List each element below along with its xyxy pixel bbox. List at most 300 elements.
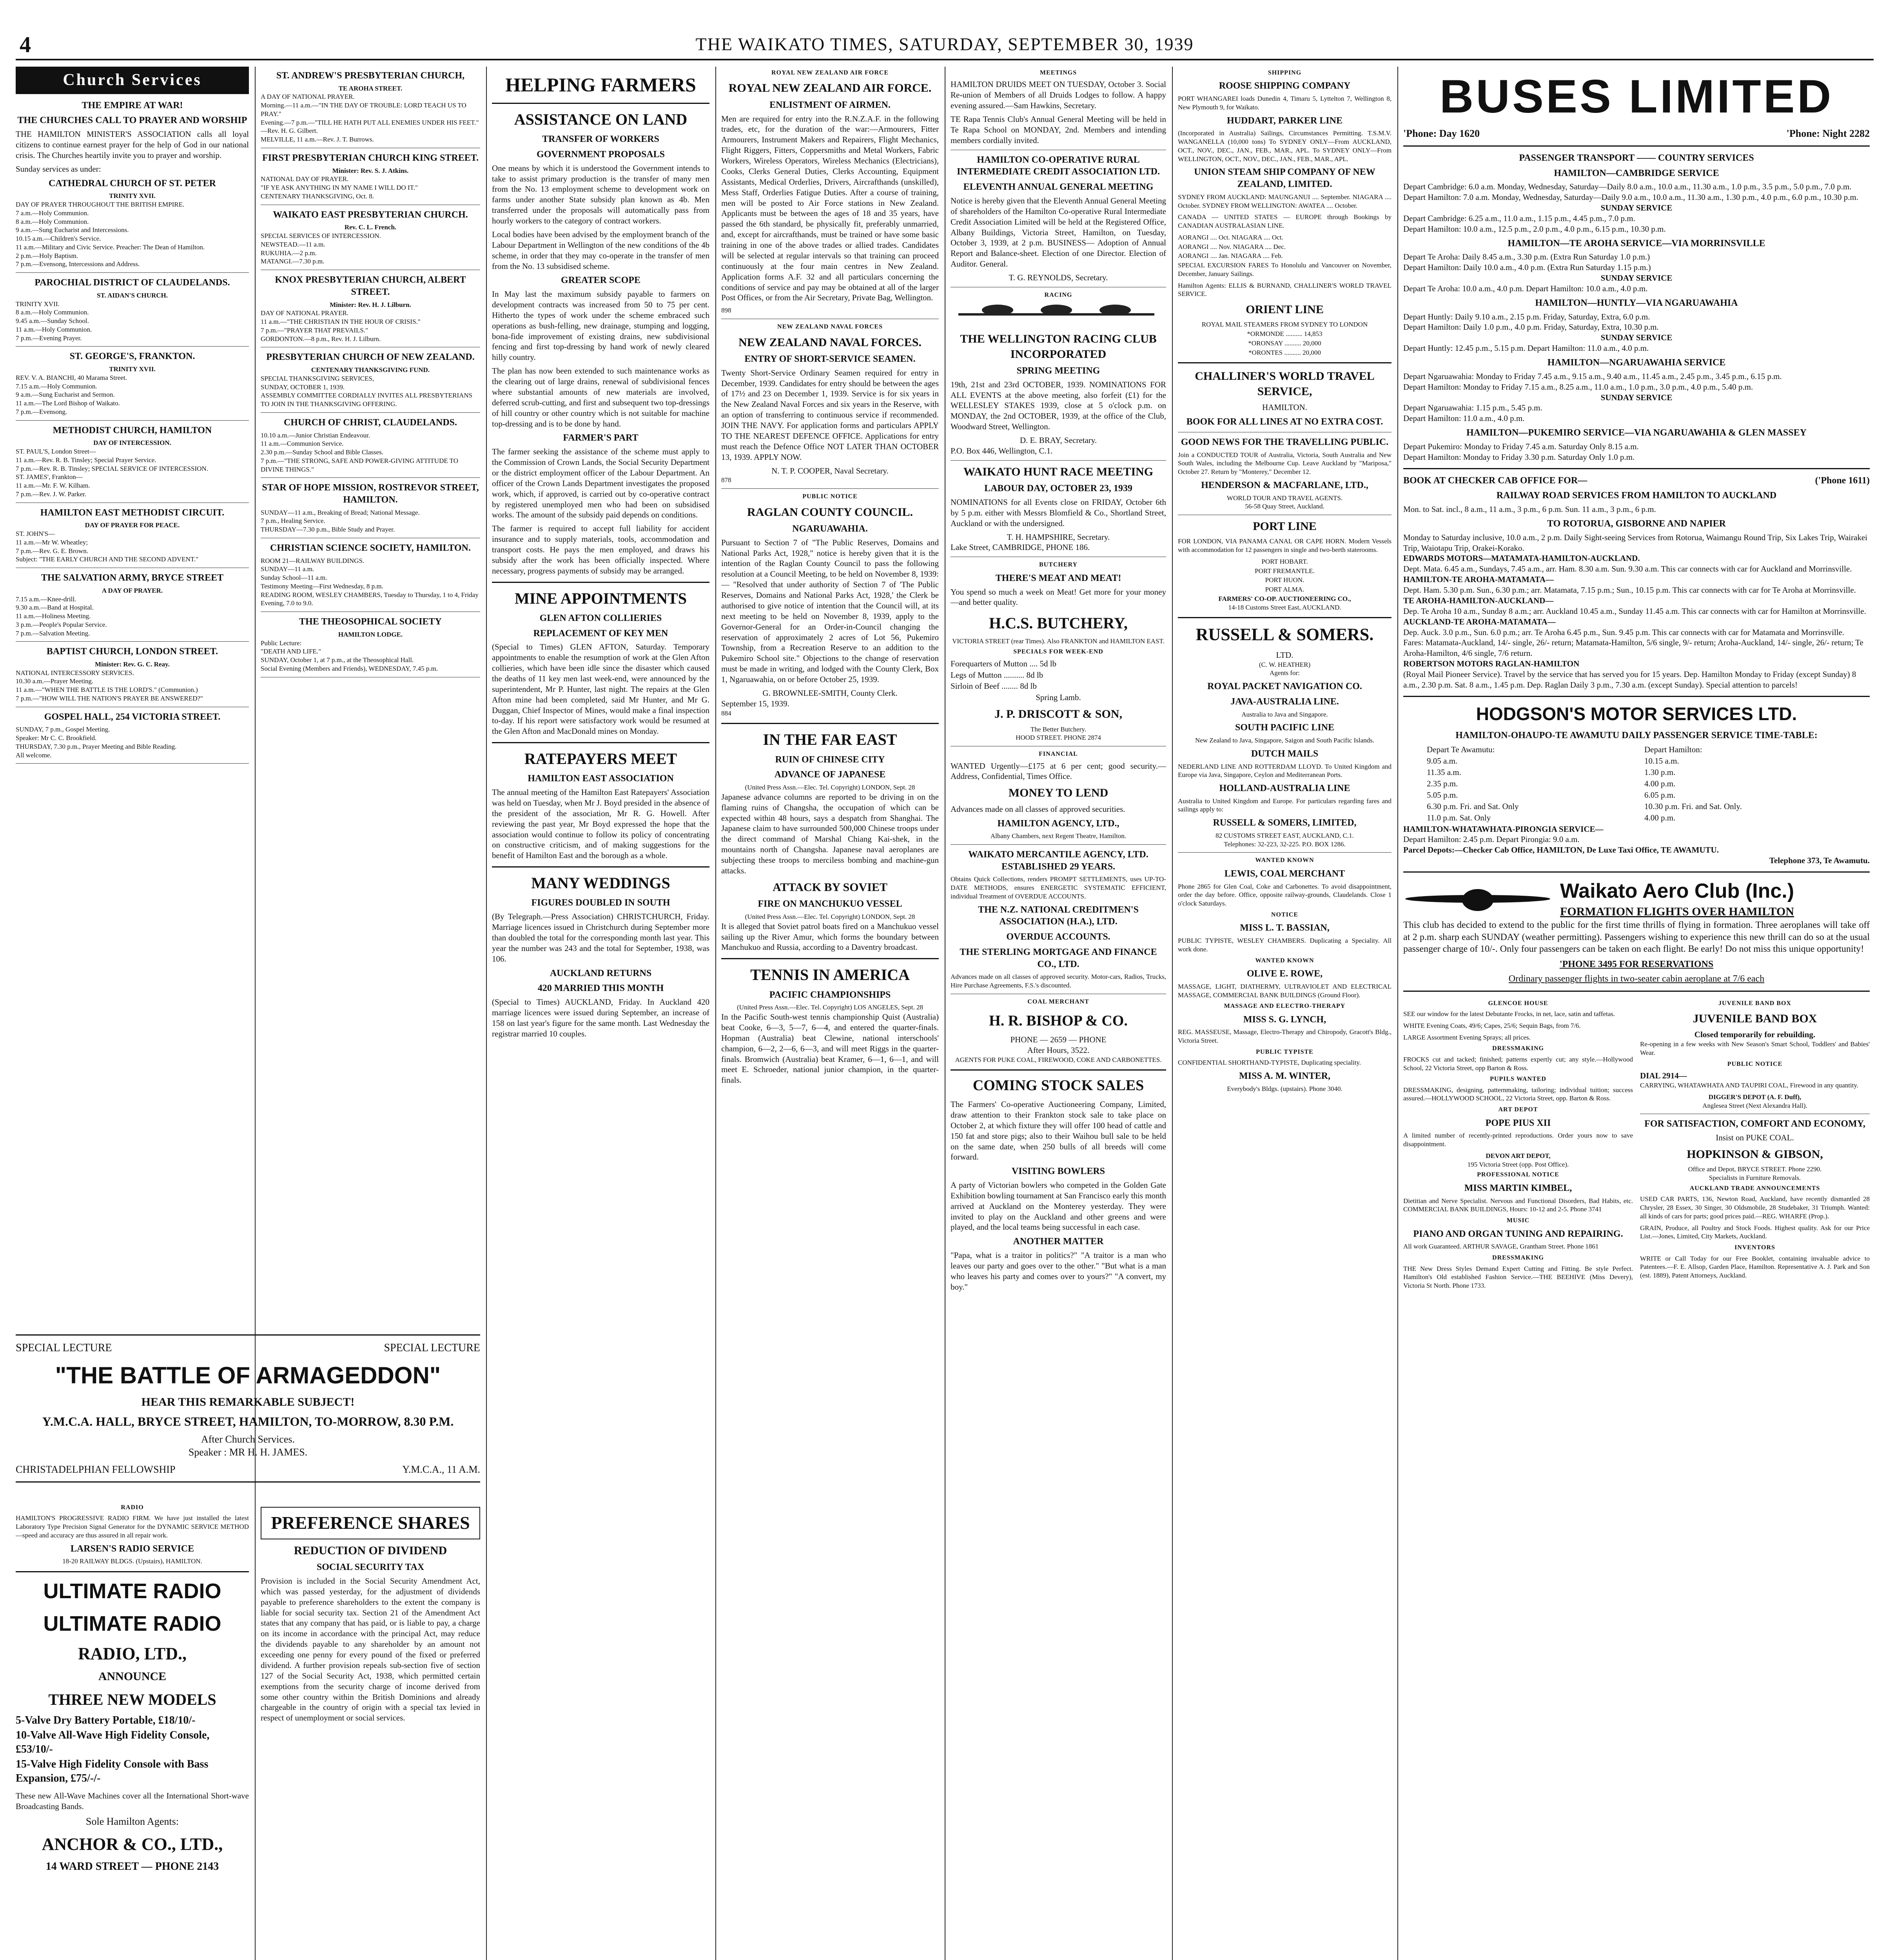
russell-addr: 82 CUSTOMS STREET EAST, AUCKLAND, C.1. [1216, 831, 1354, 839]
inventors-section: INVENTORS [1734, 1244, 1775, 1251]
orient-ship-item: *ORONTES .......... 20,000 [1248, 348, 1321, 356]
timetable-item: 10.15 a.m. [1644, 756, 1679, 766]
kimbel-body: Dietitian and Nerve Specialist. Nervous and Functional Disorders, Bad Habits, etc. COMMERCIAL BANK BUILDINGS, Hours: 10-12 and 2-5. Phone 3741 [1403, 1197, 1633, 1213]
church-listing [261, 616, 480, 677]
far-east-sub2: ADVANCE OF JAPANESE [774, 769, 886, 780]
divider [261, 412, 480, 413]
special-lecture-right: SPECIAL LECTURE [384, 1342, 480, 1354]
glencoe-section: GLENCOE HOUSE [1488, 1000, 1548, 1007]
good-news: GOOD NEWS FOR THE TRAVELLING PUBLIC. [1181, 437, 1389, 447]
service-line: 7.15 a.m.—Holy Communion. [16, 382, 97, 390]
coop-title: HAMILTON CO-OPERATIVE RURAL INTERMEDIATE CREDIT ASSOCIATION LTD. [957, 154, 1160, 177]
auckland-body: (Special to Times) AUCKLAND, Friday. In Auckland 420 marriage licences were issued during September, an increase of 158 on last year's figure for the same month. Last Wednesday the registrar married 10 couples. [492, 997, 709, 1038]
service-line: 7.15 a.m.—Knee-drill. [16, 595, 76, 603]
java-body: Australia to Java and Singapore. [1241, 710, 1328, 718]
orient-ships [1178, 330, 1392, 357]
anchor-name: ANCHOR & CO., LTD., [42, 1835, 223, 1854]
article-paragraph: Local bodies have been advised by the employment branch of the Labour Department in Wellington of the new conditions of the 4b scheme, in order that they may co-operate in the transfer of men from the No. 13 subsidised scheme. [492, 229, 709, 271]
dressmaking-section-2: DRESSMAKING [1492, 1254, 1544, 1261]
aero-club-sub: FORMATION FLIGHTS OVER HAMILTON [1560, 905, 1794, 918]
article-paragraph: In May last the maximum subsidy payable to farmers on development contracts was increased from 50 to 75 per cent. Hitherto the types of work under the scheme embraced such operations as bush-felling, new drainage, stumping and logging, bona-fide improvement of existing drains, new subdivisional fencing and first top-dressing by hand work of newly cleared hilly country. [492, 289, 709, 362]
roose-title: ROOSE SHIPPING COMPANY [1219, 81, 1351, 91]
aero-phone: 'PHONE 3495 FOR RESERVATIONS [1559, 959, 1714, 970]
service-line: "DEATH AND LIFE." [261, 648, 321, 655]
bishop-agents: AGENTS FOR PUKE COAL, FIREWOOD, COKE AND CARBONETTES. [955, 1056, 1162, 1063]
church-sub: TRINITY XVII. [109, 192, 156, 200]
specials-list [951, 659, 1166, 692]
book-phone: ('Phone 1611) [1815, 475, 1870, 486]
page-header [16, 31, 1874, 60]
soviet-sub: FIRE ON MANCHUKUO VESSEL [758, 899, 902, 909]
wanted-fin: WANTED Urgently—£175 at 6 per cent; good security.—Address, Confidential, Times Office. [951, 761, 1166, 781]
church-sub: TRINITY XVII. [109, 365, 156, 373]
route-line: Depart Hamilton: Monday to Friday 7.15 a.m., 8.25 a.m., 11.0 a.m., 1.0 p.m., 3.0 p.m., 4.0 p.m., 5.40 p.m. [1403, 382, 1753, 392]
route-line: Depart Hamilton: 11.0 a.m., 4.0 p.m. [1403, 414, 1525, 423]
church-name: BAPTIST CHURCH, LONDON STREET. [46, 646, 218, 657]
timetable-item: 9.05 a.m. [1427, 756, 1458, 766]
good-news-body: Join a CONDUCTED TOUR of Australia, Victoria, South Australia and New South Wales, including the Melbourne Cup. Leave Auckland by "Mariposa," October 27. Return by "Monterey," December 12. [1178, 451, 1392, 476]
another-matter: ANOTHER MATTER [1013, 1236, 1104, 1247]
dial-body: CARRYING, WHATAWHATA AND TAUPIRI COAL, Firewood in any quantity. [1640, 1082, 1859, 1089]
church-name: ST. GEORGE'S, FRANKTON. [69, 351, 195, 362]
winter-title: MISS A. M. WINTER, [1239, 1071, 1330, 1082]
kimbel-title: MISS MARTIN KIMBEL, [1464, 1183, 1572, 1193]
masthead: THE WAIKATO TIMES, SATURDAY, SEPTEMBER 30, 1939 [695, 34, 1194, 54]
service-line: 8 a.m.—Holy Communion. [16, 218, 89, 225]
money-body: Advances made on all classes of approved securities. [951, 804, 1125, 814]
route-name: HAMILTON—PUKEMIRO SERVICE—VIA NGARUAWAHIA & GLEN MASSEY [1466, 428, 1807, 438]
call-heading: THE CHURCHES CALL TO PRAYER AND WORSHIP [17, 115, 247, 126]
hopkinson-spec: Specialists in Furniture Removals. [1709, 1174, 1801, 1182]
coop-signature: T. G. REYNOLDS, Secretary. [1009, 273, 1108, 282]
diggers-addr: Anglesea Street (Next Alexandra Hall). [1702, 1102, 1807, 1109]
ultimate-1: ULTIMATE RADIO [43, 1579, 221, 1603]
route-line: Depart Hamilton: 10.0 a.m., 12.5 p.m., 2.0 p.m., 4.0 p.m., 6.15 p.m., 10.30 p.m. [1403, 224, 1666, 234]
service-line: 11 a.m.—"WHEN THE BATTLE IS THE LORD'S." (Communion.) [16, 686, 198, 694]
service-line: MATANGI.—7.30 p.m. [261, 258, 325, 265]
church-name: ST. ANDREW'S PRESBYTERIAN CHURCH, [276, 71, 465, 81]
phone-day: 'Phone: Day 1620 [1403, 127, 1480, 139]
reopening: Re-opening in a few weeks with New Season's Smart School, Toddlers' and Babies' Wear. [1640, 1040, 1870, 1057]
rpn-title: ROYAL PACKET NAVIGATION CO. [1207, 681, 1362, 692]
tennis-title: TENNIS IN AMERICA [750, 966, 910, 984]
church-listing [16, 711, 249, 764]
wrc-signature: D. E. BRAY, Secretary. [1020, 436, 1097, 445]
piano-title: PIANO AND ORGAN TUNING AND REPAIRING. [1413, 1229, 1623, 1239]
buses-limited-title: BUSES LIMITED [1439, 70, 1834, 123]
butchery-section: BUTCHERY [1039, 561, 1078, 568]
service-line: 7 p.m.—Rev. R. B. Tinsley; SPECIAL SERVICE OF INTERCESSION. [16, 465, 208, 472]
raglan-number: 884 [721, 709, 731, 717]
hodgson-te-awamutu [1427, 744, 1629, 824]
article-paragraph: The farmer is required to accept full liability for accident insurance and to supply materials, tools, accommodation and transport costs. He pays the men employed, and draws his subsidy after the work has been officially inspected. Where necessary, progress payments of subsidy may be arranged. [492, 524, 709, 575]
shipping-section: SHIPPING [1268, 69, 1302, 76]
robertson-title: ROBERTSON MOTORS RAGLAN-HAMILTON [1403, 659, 1580, 669]
radio-block [16, 1501, 249, 1960]
church-sub: Minister: Rev. S. J. Atkins. [332, 167, 409, 174]
anchor-addr: 14 WARD STREET — PHONE 2143 [45, 1860, 219, 1873]
spring-lamb: Spring Lamb. [1036, 693, 1081, 702]
nzn-sub: OVERDUE ACCOUNTS. [1006, 932, 1110, 942]
church-sub: A DAY OF PRAYER. [102, 586, 163, 594]
hcs-addr: VICTORIA STREET (rear Times). Also FRANKTON and HAMILTON EAST. [952, 637, 1165, 645]
church-name: STAR OF HOPE MISSION, ROSTREVOR STREET, HAMILTON. [262, 483, 479, 505]
classifieds-right [1640, 997, 1870, 1293]
page-number: 4 [20, 32, 31, 57]
meat-heading: THERE'S MEAT AND MEAT! [995, 573, 1121, 583]
farmers-body-3 [492, 446, 709, 576]
satisfaction: FOR SATISFACTION, COMFORT AND ECONOMY, [1644, 1119, 1865, 1129]
service-line: SUNDAY, October 1, at 7 p.m., at the Theosophical Hall. [261, 656, 414, 664]
service-line: 7 p.m.—"PRAYER THAT PREVAILS." [261, 326, 368, 334]
piano-body: All work Guaranteed. ARTHUR SAVAGE, Grantham Street. Phone 1861 [1403, 1243, 1599, 1250]
assistance-sub: ASSISTANCE ON LAND [514, 111, 688, 128]
service-line: Speaker: Mr C. C. Brookfield. [16, 734, 97, 742]
phone-night: 'Phone: Night 2282 [1786, 127, 1870, 139]
service-line: REV. V. A. BIANCHI, 40 Marama Street. [16, 374, 127, 381]
church-listing [261, 351, 480, 412]
service-line: 11 a.m.—Rev. R. B. Tinsley; Special Prayer Service. [16, 456, 156, 464]
service-line: THURSDAY—7.30 p.m., Bible Study and Prayer. [261, 526, 395, 534]
raf-title: ROYAL NEW ZEALAND AIR FORCE. [728, 82, 932, 95]
service-line: 7 p.m.—Evensong, Intercessions and Address. [16, 260, 140, 268]
public-typiste-body: CONFIDENTIAL SHORTHAND-TYPISTE, Duplicating speciality. [1178, 1059, 1361, 1067]
church-sub: TE AROHA STREET. [338, 84, 403, 92]
dutch-title: DUTCH MAILS [1251, 748, 1319, 759]
devon-name: DEVON ART DEPOT, [1486, 1152, 1551, 1160]
timetable-item: 6.30 p.m. Fri. and Sat. Only [1427, 801, 1519, 811]
church-listing [16, 646, 249, 707]
service-line: DAY OF PRAYER THROUGHOUT THE BRITISH EMPIRE. [16, 201, 185, 209]
winter-addr: Everybody's Bldgs. (upstairs). Phone 3040. [1227, 1085, 1343, 1093]
service-line: NATIONAL DAY OF PRAYER. [261, 175, 349, 183]
raglan-date: September 15, 1939. [721, 699, 789, 708]
ultimate-2: ULTIMATE RADIO [43, 1612, 221, 1636]
hopkinson-gibson: HOPKINSON & GIBSON, [1687, 1148, 1823, 1161]
glencoe-body: SEE our window for the latest Debutante Frocks, in net, lace, satin and taffetas. [1403, 1010, 1615, 1018]
russell-agents: Agents for: [1270, 669, 1300, 677]
service-line: Testimony Meeting—First Wednesday, 8 p.m. [261, 582, 383, 590]
bassian-title: MISS L. T. BASSIAN, [1240, 923, 1330, 933]
waikato-hunt-sig: T. H. HAMPSHIRE, Secretary. [1007, 532, 1110, 542]
timetable-item: 11.0 p.m. Sat. Only [1427, 813, 1491, 822]
service-line: SPECIAL THANKSGIVING SERVICES, [261, 374, 374, 382]
wrc-title: THE WELLINGTON RACING CLUB INCORPORATED [960, 332, 1157, 361]
after-line: After Church Services. [201, 1433, 295, 1445]
church-listing [261, 209, 480, 270]
fares-line: Fares: Matamata-Auckland, 14/- single, 26/- return; Matamata-Hamilton, 5/6 single, 9/- return; Aroha-Auckland, 14/- single, 26/- return; Te Aroha-Hamilton, 4/6 single, 7/6 return. [1403, 638, 1863, 658]
frocks-ad: FROCKS cut and tacked; finished; patterns expertly cut; any style.—Hollywood School, 22 Victoria Street, opp Barton & Ross. [1403, 1055, 1633, 1072]
union-body: SYDNEY FROM AUCKLAND: MAUNGANUI .... September. NIAGARA .... October. SYDNEY FROM WELLINGTON: AWATEA .... October. [1178, 193, 1392, 209]
route-line: Depart Ngaruawahia: 1.15 p.m., 5.45 p.m. [1403, 403, 1542, 413]
route-name: HAMILTON—CAMBRIDGE SERVICE [1554, 168, 1719, 178]
wrc-box: P.O. Box 446, Wellington, C.1. [951, 446, 1053, 456]
rowe-body: MASSAGE, LIGHT, DIATHERMY, ULTRAVIOLET AND ELECTRICAL MASSAGE, COMMERCIAL BANK BUILDINGS (Ground Floor). [1178, 982, 1392, 999]
telephone-line: Telephone 373, Te Awamutu. [1769, 856, 1870, 866]
timetable-item: 4.00 p.m. [1644, 779, 1676, 789]
service-line: 9.45 a.m.—Sunday School. [16, 317, 89, 325]
church-name: GOSPEL HALL, 254 VICTORIA STREET. [44, 711, 221, 722]
wanted-known-section-2: WANTED KNOWN [1255, 957, 1314, 964]
hcs-name: H.C.S. BUTCHERY, [989, 614, 1128, 632]
service-line: 2.30 p.m.—Sunday School and Bible Classes. [261, 448, 384, 456]
far-east-title: IN THE FAR EAST [763, 731, 897, 749]
inventors-body: WRITE or Call Today for our Free Booklet, containing invaluable advice to Patentees.—F. E. Allsop, Garden Place, Hamilton. Representative A. J. Park and Son (est. 1889), Patent Attorneys, Auckland. [1640, 1254, 1870, 1279]
hta-body: Dept. Ham. 5.30 p.m. Sun., 6.30 p.m.; arr. Matamata, 7.15 p.m.; Sun., 10.15 p.m. This car connects with car for Te Aroha at Morrinsville. [1403, 585, 1856, 595]
far-east-sub: RUIN OF CHINESE CITY [775, 754, 885, 765]
holland-title: HOLLAND-AUSTRALIA LINE [1219, 783, 1350, 793]
special-lecture-left: SPECIAL LECTURE [16, 1342, 112, 1354]
service-line: SUNDAY, 7 p.m., Gospel Meeting. [16, 726, 110, 733]
service-line: ST. JOHN'S— [16, 530, 55, 538]
service-line: 11 a.m.—Mr W. Wheatley; [16, 538, 88, 546]
raglan-signature: G. BROWNLEE-SMITH, County Clerk. [762, 688, 898, 698]
russell-tel: Telephones: 32-223, 32-225. P.O. BOX 1286. [1224, 840, 1346, 848]
raglan-title: RAGLAN COUNTY COUNCIL. [747, 505, 913, 519]
orient-title: ORIENT LINE [1246, 303, 1324, 316]
farmers-coop-addr: 14-18 Customs Street East, AUCKLAND. [1228, 603, 1341, 611]
orient-ship-item: *ORMONDE .......... 14,853 [1247, 330, 1323, 338]
meat-body: You spend so much a week on Meat! Get more for your money—and better quality. [951, 587, 1166, 607]
waikato-hunt-sub: LABOUR DAY, OCTOBER 23, 1939 [984, 483, 1132, 494]
service-line: Sunday School—11 a.m. [261, 574, 327, 582]
preference-title: PREFERENCE SHARES [261, 1507, 480, 1539]
ratepayers-sub: HAMILTON EAST ASSOCIATION [528, 773, 674, 784]
far-east-line: (United Press Assn.—Elec. Tel. Copyright) LONDON, Sept. 28 [745, 784, 915, 791]
church-list [16, 178, 249, 764]
stock-sales-body: The Farmers' Co-operative Auctioneering Company, Limited, draw attention to their Frankton stock sale to take place on October 2, at which fixture they will offer 100 head of cattle and 150 fat and store pigs; also to their Waihou bull sale to be held on the same date, when 250 bulls of all breeds will come forward. [951, 1100, 1166, 1162]
wrc-body: 19th, 21st and 23rd OCTOBER, 1939. NOMINATIONS FOR ALL EVENTS at the above meeting, also forfeit (£1) for the WELLESLEY STAKES 1939, close at 5 o'clock p.m. on MONDAY, the 2nd OCTOBER, 1939, at the office of the Club, Woodward Street, Wellington. [951, 379, 1166, 432]
service-line: 10.10 a.m.—Junior Christian Endeavour. [261, 431, 370, 439]
church-services-banner: Church Services [16, 67, 249, 94]
henderson-sub: WORLD TOUR AND TRAVEL AGENTS. [1226, 494, 1343, 502]
taha-title: TE AROHA-HAMILTON-AUCKLAND— [1403, 595, 1554, 605]
financial-section: FINANCIAL [1039, 751, 1078, 758]
church-listing [16, 572, 249, 642]
auckland-returns: AUCKLAND RETURNS [550, 968, 652, 978]
service-line: All welcome. [16, 751, 52, 759]
driscott-sub: The Better Butchery. [1030, 725, 1086, 733]
service-line: 7 a.m.—Holy Communion. [16, 209, 89, 217]
church-sub: HAMILTON LODGE. [338, 630, 403, 638]
juvenile-band-box: JUVENILE BAND BOX [1693, 1012, 1817, 1025]
service-line: READING ROOM, WESLEY CHAMBERS, Tuesday to Thursday, 1 to 4, Friday Evening, 7.0 to 9.0. [261, 591, 479, 607]
church-name: CHURCH OF CHRIST, CLAUDELANDS. [283, 417, 457, 428]
aeroplane-icon [1403, 881, 1552, 916]
devon-addr: 195 Victoria Street (opp. Post Office). [1467, 1160, 1569, 1168]
waikato-mercantile: WAIKATO MERCANTILE AGENCY, LTD. ESTABLISHED 29 YEARS. [968, 849, 1148, 872]
service-line: Subject: "THE EARLY CHURCH AND THE SECOND ADVENT." [16, 555, 199, 563]
church-list-2 [261, 70, 480, 677]
column-rule [715, 67, 716, 1960]
radio-body: HAMILTON'S PROGRESSIVE RADIO FIRM. We have just installed the latest Laboratory Type Precision Signal Generator for the DYNAMIC SERVICE METHOD —speed and accuracy are thus assured in all repair work. [16, 1514, 249, 1539]
service-line: 7 p.m.—"HOW WILL THE NATION'S PRAYER BE ANSWERED?" [16, 694, 203, 702]
article-paragraph: One means by which it is understood the Government intends to take to assist primary production is the transfer of many men from the No. 13 employment scheme to development work on farms under another State subsidy plan known as 4b. Men transferred under the proposals will automatically pass from hourly workers to the category of contract workers. [492, 163, 709, 225]
edwards-title: EDWARDS MOTORS—MATAMATA-HAMILTON-AUCKLAND. [1403, 554, 1640, 563]
service-line: Morning.—11 a.m.—"IN THE DAY OF TROUBLE: LORD TEACH US TO PRAY." [261, 102, 466, 118]
dial-line: DIAL 2914— [1640, 1071, 1687, 1081]
meetings-section: MEETINGS [1040, 69, 1077, 76]
insist-puke: Insist on PUKE COAL. [1716, 1133, 1794, 1143]
timetable-item: 5.05 p.m. [1427, 790, 1458, 800]
russell-somers: RUSSELL & SOMERS. [1196, 625, 1374, 644]
bishop-phone: PHONE — 2659 — PHONE [1010, 1034, 1107, 1044]
art-depot-section: ART DEPOT [1498, 1106, 1538, 1113]
grain-produce: GRAIN, Produce, all Poultry and Stock Foods. Highest quality. Ask for our Price List.—Jones, Limited, City Markets, Auckland. [1640, 1224, 1870, 1240]
bishop-name: H. R. BISHOP & CO. [989, 1013, 1128, 1029]
route-line: Depart Huntly: 12.45 p.m., 5.15 p.m. Depart Hamilton: 11.0 a.m., 4.0 p.m. [1403, 343, 1649, 353]
raf-body: Men are required for entry into the R.N.Z.A.F. in the following trades, etc, for the duration of the war:—Armourers, Fitter Armourers, Instrument Makers and Repairers, Flight Mechanics, Flight Riggers, Fitters, Coppersmiths and Metal Workers, Fabric Workers, Wireless Operators, Wireless Mechanics (Electricians), Cooks, Clerks General Duties, Clerks Accounting, Equipment Assistants, Medical Orderlies, Drivers, Aircrafthands (unskilled), Mess Staff, Orderlies Fatigue Duties. After a course of training, men will be posted to Air Force stations in New Zealand. Applicants must be between the ages of 18 and 35 years, have passed the 6th standard, be physically fit, preferably unmarried, and, except for aircrafthands, must be trained or have some basic training in one of the above trades or allied trades. Candidates will be selected at regular intervals so that training can proceed continuously at the four main centres in New Zealand. Application forms A.F. 32 and all particulars concerning the conditions of service and pay may be obtained at all of the larger Post Offices, or from the Air Secretary, Private Bag, Wellington. [721, 114, 939, 303]
govt-sub: GOVERNMENT PROPOSALS [537, 149, 665, 160]
hopkinson-addr: Office and Depot, BRYCE STREET. Phone 2290. [1688, 1165, 1822, 1173]
column-rule [255, 67, 256, 1960]
rowe-title: OLIVE E. ROWE, [1246, 969, 1323, 979]
aero-club-body: This club has decided to extend to the public for the first time thrills of flying in formation. Three aeroplanes will take off at 2 p.m. sharp each SUNDAY (weather permitting). Passengers wishing to experience this new thrill can do so at the usual passenger charge of 10/-. Only four passengers can be taken on each flight. Be early! Do not miss this unique opportunity! [1403, 920, 1870, 955]
pref-sub2: SOCIAL SECURITY TAX [316, 1562, 425, 1573]
model-list [16, 1713, 249, 1785]
column-helping-farmers [492, 67, 709, 1960]
service-line: 11 a.m.—Military and Civic Service. Preacher: The Dean of Hamilton. [16, 243, 205, 251]
coop-body: Notice is hereby given that the Eleventh Annual General Meeting of shareholders of the Hamilton Co-operative Rural Intermediate Credit Association Limited will be held at the Registered Office, Albany Buildings, Victoria Street, Hamilton, on Tuesday, October 3, 1939, at 2 p.m. BUSINESS— Adoption of Annual Report and Balance-sheet. Election of one Director. Election of Auditor. General. [951, 196, 1166, 269]
rail-title: RAILWAY ROAD SERVICES FROM HAMILTON TO AUCKLAND [1496, 490, 1777, 501]
route-line: Depart Pukemiro: Monday to Friday 7.45 a.m. Saturday Only 8.15 a.m. [1403, 441, 1639, 451]
mine-sub2: REPLACEMENT OF KEY MEN [533, 628, 668, 639]
timetable-item: 11.35 a.m. [1427, 768, 1461, 777]
service-line: 7 p.m.—Salvation Meeting. [16, 629, 90, 637]
white-coats: WHITE Evening Coats, 49/6; Capes, 25/6; Sequin Bags, from 7/6. [1403, 1022, 1581, 1029]
pope-title: POPE PIUS XII [1485, 1118, 1551, 1128]
soviet-title: ATTACK BY SOVIET [773, 880, 887, 894]
another-matter-body: "Papa, what is a traitor in politics?" "A traitor is a man who leaves our party and goes over to the other." "But what is a man who leaves his party and comes over to yours?" "A convert, my boy." [951, 1250, 1166, 1292]
service-line: 7 p.m.—Evensong. [16, 408, 67, 416]
route-sunday: SUNDAY SERVICE [1600, 392, 1673, 402]
diggers-depot: DIGGER'S DEPOT (A. F. Duff), [1708, 1093, 1802, 1101]
dutch-body: NEDERLAND LINE AND ROTTERDAM LLOYD. To United Kingdom and Europe via Java, Singapore, Ceylon and Mediterranean Ports. [1178, 762, 1392, 779]
union-title: UNION STEAM SHIP COMPANY OF NEW ZEALAND, LIMITED. [1194, 167, 1375, 190]
service-line: 9 a.m.—Sung Eucharist and Sermon. [16, 391, 115, 399]
route-line: Depart Hamilton: 7.0 a.m. Monday, Wednesday, Saturday—Daily 9.0 a.m., 10.0 a.m., 11.30 a.m., 1.30 p.m., 4.0 p.m., 6.0 p.m., 10.30 p.m. [1403, 192, 1858, 202]
service-line: A DAY OF NATIONAL PRAYER. [261, 93, 355, 101]
challiner-sub: HAMILTON. [1262, 403, 1307, 412]
church-name: WAIKATO EAST PRESBYTERIAN CHURCH. [273, 209, 468, 220]
service-line: 3 p.m.—People's Popular Service. [16, 621, 107, 628]
orient-sub: ROYAL MAIL STEAMERS FROM SYDNEY TO LONDON [1201, 321, 1368, 328]
weddings-sub: FIGURES DOUBLED IN SOUTH [531, 898, 670, 908]
bishop-after: After Hours, 3522. [1027, 1045, 1090, 1055]
service-line: 11 a.m.—Holy Communion. [16, 325, 92, 333]
service-line: "IF YE ASK ANYTHING IN MY NAME I WILL DO IT." [261, 184, 418, 192]
special-lecture [16, 1329, 480, 1494]
divider [16, 346, 249, 347]
passenger-transport: PASSENGER TRANSPORT —— COUNTRY SERVICES [1519, 152, 1754, 163]
service-line: ST. PAUL'S, London Street— [16, 448, 96, 456]
church-name: THE THEOSOPHICAL SOCIETY [299, 617, 442, 627]
service-line: 7 p.m.—Rev. J. W. Parker. [16, 490, 87, 498]
church-listing [261, 482, 480, 538]
ngaruawahia: NGARUAWAHIA. [792, 524, 868, 534]
column-rule [1397, 67, 1398, 1960]
special-item: Forequarters of Mutton .... 5d lb [951, 659, 1057, 668]
raf-number: 898 [721, 307, 731, 314]
service-line: 7 p.m., Healing Service. [261, 517, 325, 525]
article-paragraph: The farmer seeking the assistance of the scheme must apply to the Commission of Crown Lands, the Social Security Department or the district employment officer of the Labour Department. An officer of the Crown Lands Department investigates the proposed work, which, if approved, is carried out by co-operative contract by registered unemployed men who had been on subsidised works. The amount of the subsidy paid depends on conditions. [492, 447, 709, 520]
raf-section: ROYAL NEW ZEALAND AIR FORCE [771, 69, 889, 76]
waikato-hunt-addr: Lake Street, CAMBRIDGE, PHONE 186. [951, 543, 1090, 552]
navy-number: 878 [721, 476, 731, 484]
public-notice-section: PUBLIC NOTICE [802, 493, 858, 500]
mine-title: MINE APPOINTMENTS [515, 589, 687, 607]
rotorua-body: Monday to Saturday inclusive, 10.0 a.m., 2 p.m. Daily Sight-seeing Services from Rotorua, Waimangu Round Trip, Six Lakes Trip, Wairakei Trip, Waiotapu Trip, Orakei-Korako. [1403, 532, 1867, 553]
public-notice-section-2: PUBLIC NOTICE [1727, 1060, 1783, 1067]
spl-body: New Zealand to Java, Singapore, Saigon and South Pacific Islands. [1195, 737, 1374, 744]
route-line: Depart Ngaruawahia: Monday to Friday 7.45 a.m., 9.15 a.m., 9.40 a.m., 11.45 a.m., 2.45 p.m., 3.45 p.m., 6.15 p.m. [1403, 371, 1782, 381]
service-line: ASSEMBLY COMMITTEE CORDIALLY INVITES ALL PRESBYTERIANS TO JOIN IN THE THANKSGIVING OFFERING. [261, 392, 473, 408]
juvenile-band-box-section: JUVENILE BAND BOX [1718, 1000, 1791, 1007]
closed-temporarily: Closed temporarily for rebuilding. [1694, 1030, 1816, 1040]
sunday-text: Sunday services as under: [16, 164, 101, 174]
timetable-item: 2.35 p.m. [1427, 779, 1458, 789]
announce: ANNOUNCE [98, 1670, 167, 1683]
service-line: ST. JAMES', Frankton— [16, 473, 83, 481]
music-section: MUSIC [1506, 1217, 1530, 1224]
hodgson-hamilton [1644, 744, 1846, 824]
service-line: NATIONAL INTERCESSORY SERVICES. [16, 669, 134, 677]
professional-section: PROFESSIONAL NOTICE [1477, 1171, 1559, 1178]
roose-body: PORT WHANGAREI loads Dunedin 4, Timaru 5, Lyttelton 7, Wellington 8, New Plymouth 9, for Waikato. [1178, 95, 1392, 111]
lynch-body: REG. MASSEUSE, Massage, Electro-Therapy and Chiropody, Gracott's Bldg., Victoria Street. [1178, 1028, 1392, 1045]
farmers-body [492, 163, 709, 272]
service-line: ROOM 21—RAILWAY BUILDINGS. [261, 557, 365, 564]
port-ship-item: PORT HOBART. [1261, 557, 1308, 565]
venue-line: Y.M.C.A. HALL, BRYCE STREET, HAMILTON, TO-MORROW, 8.30 P.M. [42, 1414, 454, 1429]
church-listing [16, 178, 249, 273]
timetable-item: 6.05 p.m. [1644, 790, 1676, 800]
specials-heading: SPECIALS FOR WEEK-END [1013, 648, 1103, 655]
hear-line: HEAR THIS REMARKABLE SUBJECT! [141, 1395, 355, 1408]
pupils-body: DRESSMAKING, designing, patternmaking, tailoring; individual tuition; success assured.—HOLLYWOOD SCHOOL, 22 Victoria Street, opp. Barton & Ross. [1403, 1086, 1633, 1102]
column-rule [1172, 67, 1173, 1960]
russell-ltd: LTD. [1276, 650, 1294, 660]
book-all-lines: BOOK FOR ALL LINES AT NO EXTRA COST. [1186, 417, 1383, 427]
navy-title: NEW ZEALAND NAVAL FORCES. [738, 336, 922, 349]
canada-line: CANADA — UNITED STATES — EUROPE through Bookings by CANADIAN AUSTRALASIAN LINE. [1178, 213, 1392, 230]
large-assortment: LARGE Assortment Evening Sprays; all prices. [1403, 1033, 1531, 1041]
column-rule [486, 67, 487, 1960]
service-line: 2 p.m.—Holy Baptism. [16, 252, 78, 260]
larsens-addr: 18-20 RAILWAY BLDGS. (Upstairs), HAMILTON. [62, 1557, 202, 1565]
sterling-title: THE STERLING MORTGAGE AND FINANCE CO., LTD. [960, 947, 1157, 969]
service-line: TRINITY XVII. [16, 300, 60, 308]
timetable-item: Depart Hamilton: [1644, 745, 1702, 755]
bassian-body: PUBLIC TYPISTE, WESLEY CHAMBERS. Duplicating a Speciality. All work done. [1178, 937, 1392, 953]
church-name: PAROCHIAL DISTRICT OF CLAUDELANDS. [34, 278, 230, 288]
lewis-title: LEWIS, COAL MERCHANT [1224, 868, 1345, 879]
service-line: DAY OF NATIONAL PRAYER. [261, 309, 349, 317]
service-line: 7 p.m.—"THE STRONG, SAFE AND POWER-GIVING ATTITUDE TO DIVINE THINGS." [261, 457, 459, 473]
henderson-addr: 56-58 Quay Street, Auckland. [1245, 503, 1324, 510]
nzn-title: THE N.Z. NATIONAL CREDITMEN'S ASSOCIATION (H.A.), LTD. [978, 904, 1139, 927]
navy-body: Twenty Short-Service Ordinary Seamen required for entry in December, 1939. Candidates for entry should be between the ages of 17½ and 23 on December 1, 1939. Service is for six years in the New Zealand Naval Forces and six years in the Reserve, with an option of transferring to continuous service if recommended. JOIN THE NAVY. For application forms and particulars APPLY TO THE NEAREST DEFENCE OFFICE. Applications for entry must reach the Defence Office NOT LATER THAN OCTOBER 13, 1939. APPLY NOW. [721, 368, 939, 462]
bowlers-title: VISITING BOWLERS [1011, 1166, 1105, 1177]
bowlers-body: A party of Victorian bowlers who competed in the Golden Gate Exhibition bowling tournament at San Francisco early this month arrived at Auckland on the Monterey yesterday. They were invited to play on the Auckland and other greens and were played, and the local teams being successful in each case. [951, 1180, 1166, 1232]
classifieds-left [1403, 997, 1633, 1293]
service-line: 8 a.m.—Holy Communion. [16, 309, 89, 316]
taha-body: Dep. Te Aroha 10 a.m., Sunday 8 a.m.; arr. Auckland 10.45 a.m., Sunday 11.45 a.m. This car connects with car for Hamilton at Morrinsville. [1403, 606, 1866, 616]
dressmaking-body-2: THE New Dress Styles Demand Expert Cutting and Fitting. Be style Perfect. Hamilton's Old established Fashion Service.—THE BEEHIVE (Miss Devery), Victoria St North. Phone 1733. [1403, 1265, 1633, 1290]
atm-title: AUCKLAND-TE AROHA-MATAMATA— [1403, 617, 1556, 626]
huddart-body: (Incorporated in Australia) Sailings, Circumstances Permitting. T.S.M.V. WANGANELLA (10,000 tons) To SYDNEY ONLY—From AUCKLAND, OCT., NOV., DEC., JAN., FEB., MAR., APL. To SYDNEY ONLY—From WELLINGTON, OCT., NOV., DEC., JAN., FEB., MAR., APL. [1178, 129, 1392, 163]
waikato-hunt-body: NOMINATIONS for all Events close on FRIDAY, October 6th by 5 p.m. either with Messrs Blomfield & Co., Shortland Street, Auckland or with the undersigned. [951, 497, 1166, 528]
